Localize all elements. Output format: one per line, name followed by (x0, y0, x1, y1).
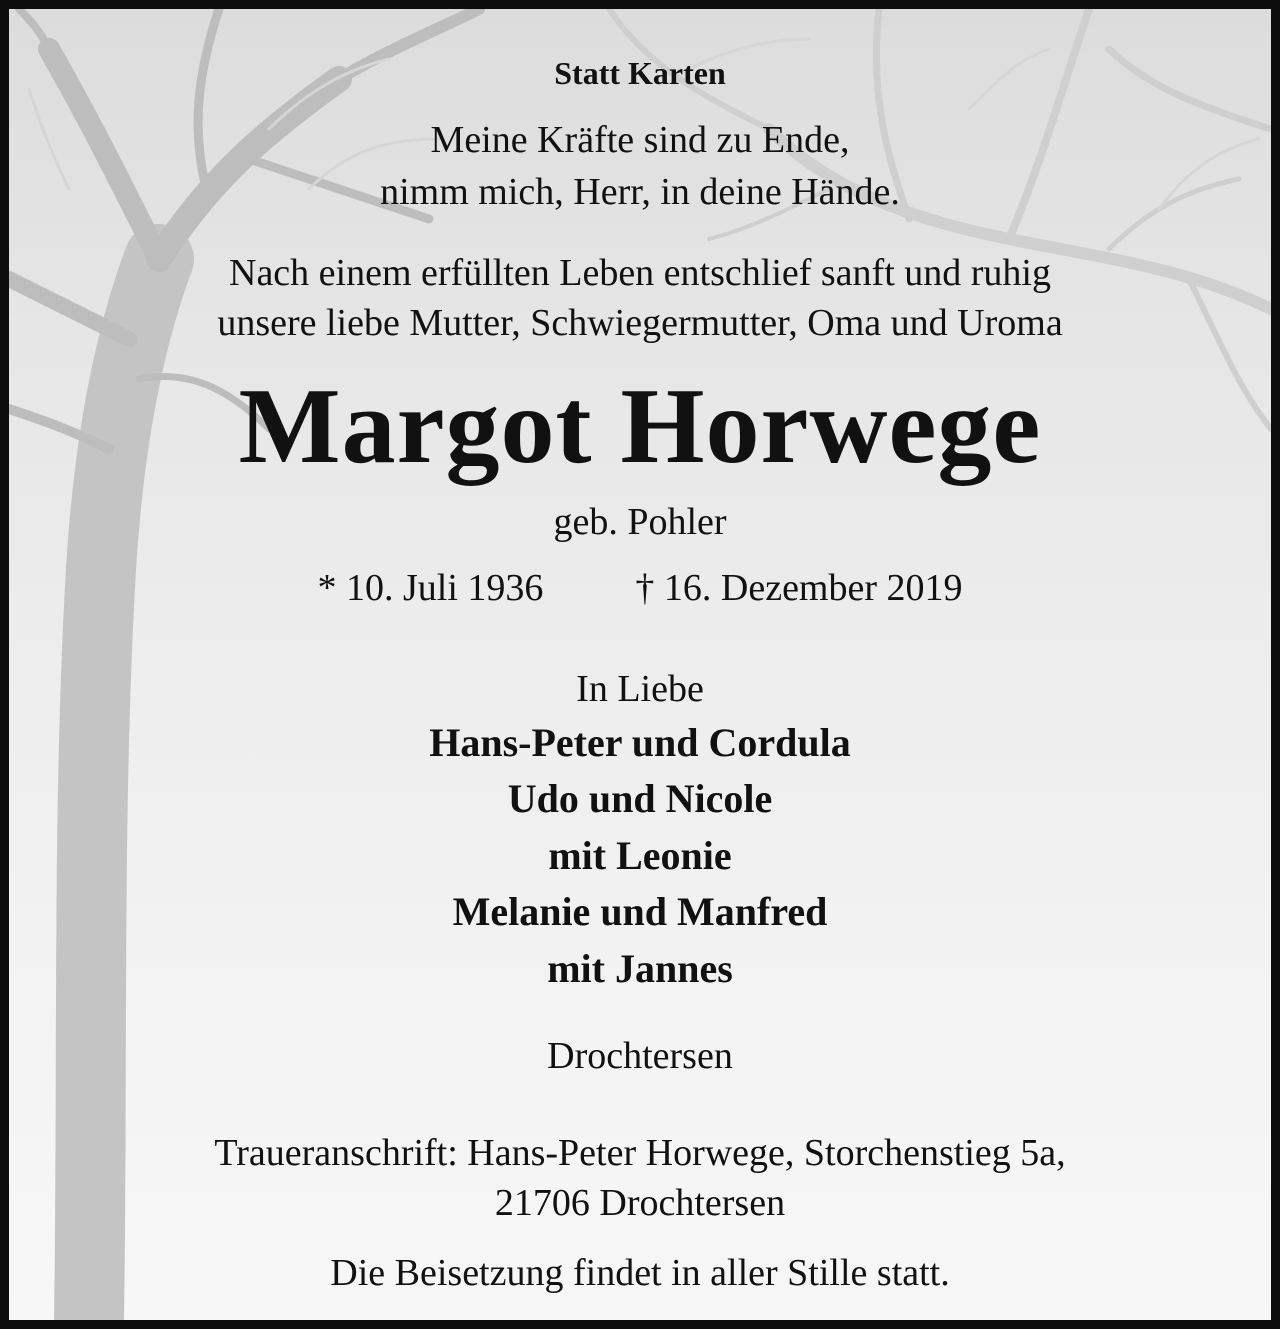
address-line-2: 21706 Drochtersen (494, 1182, 786, 1224)
burial-note: Die Beisetzung findet in aller Stille statt. (330, 1252, 950, 1294)
verse-line-1: Meine Kräfte sind zu Ende, (430, 119, 850, 161)
header-statt-karten: Statt Karten (554, 55, 726, 91)
birth-name: geb. Pohler (553, 501, 727, 543)
mourners-intro: In Liebe (576, 668, 704, 710)
life-dates (9, 569, 1271, 607)
deceased-name: Margot Horwege (238, 367, 1042, 486)
address-line-1: Traueranschrift: Hans-Peter Horwege, Storchenstieg 5a, (214, 1132, 1066, 1174)
mourner-line-1: Hans-Peter und Cordula (429, 720, 851, 765)
verse-line-2: nimm mich, Herr, in deine Hände. (380, 171, 900, 213)
place: Drochtersen (547, 1035, 733, 1077)
mourner-line-4: Melanie und Manfred (452, 889, 828, 934)
intro-line-1: Nach einem erfüllten Leben entschlief sanft und ruhig (229, 252, 1051, 294)
birth-date: * 10. Juli 1936 (317, 567, 544, 609)
death-date: † 16. Dezember 2019 (635, 567, 963, 609)
mourner-line-2: Udo und Nicole (507, 776, 773, 821)
mourner-line-3: mit Leonie (548, 833, 732, 878)
mourner-line-5: mit Jannes (547, 946, 733, 991)
intro-line-2: unsere liebe Mutter, Schwiegermutter, Oma und Uroma (217, 302, 1063, 344)
